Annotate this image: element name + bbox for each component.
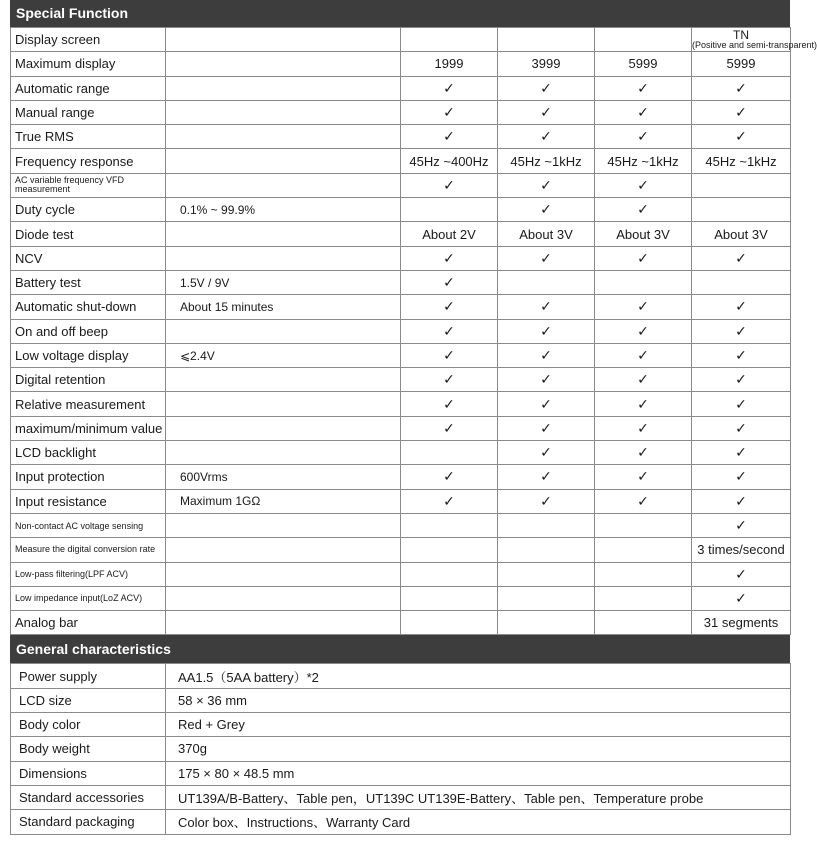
- check-icon: ✓: [595, 465, 692, 489]
- spec-cell: [401, 441, 498, 465]
- spec-value: [166, 611, 401, 635]
- check-icon: ✓: [498, 441, 595, 465]
- spec-label: Battery test: [11, 270, 166, 294]
- spec-cell: 45Hz ~400Hz: [401, 149, 498, 173]
- check-icon: ✓: [692, 76, 791, 100]
- spec-label: maximum/minimum value: [11, 416, 166, 440]
- spec-label: Digital retention: [11, 368, 166, 392]
- general-value: UT139A/B-Battery、Table pen，UT139C UT139E-Battery、Table pen、Temperature probe: [166, 785, 791, 809]
- spec-cell: 31 segments: [692, 611, 791, 635]
- check-icon: ✓: [692, 441, 791, 465]
- check-icon: ✓: [692, 392, 791, 416]
- check-icon: ✓: [595, 343, 692, 367]
- check-icon: ✓: [595, 76, 692, 100]
- check-icon: ✓: [692, 368, 791, 392]
- general-label: Power supply: [11, 664, 166, 688]
- spec-value: [166, 392, 401, 416]
- check-icon: ✓: [595, 173, 692, 197]
- spec-value: [166, 76, 401, 100]
- check-icon: ✓: [498, 100, 595, 124]
- display-type-cell: [692, 28, 817, 52]
- check-icon: ✓: [692, 343, 791, 367]
- spec-row: [11, 100, 791, 124]
- spec-row: [11, 513, 791, 537]
- spec-value: 1.5V / 9V: [166, 270, 401, 294]
- check-icon: ✓: [401, 465, 498, 489]
- spec-cell: [595, 513, 692, 537]
- spec-row: [11, 222, 791, 246]
- spec-cell: [401, 198, 498, 222]
- check-icon: ✓: [692, 125, 791, 149]
- check-icon: ✓: [692, 562, 791, 586]
- spec-cell: [401, 513, 498, 537]
- check-icon: ✓: [595, 368, 692, 392]
- spec-value: [166, 246, 401, 270]
- general-label: Body weight: [11, 737, 166, 761]
- spec-cell: [498, 28, 595, 52]
- check-icon: ✓: [498, 246, 595, 270]
- spec-cell: [401, 611, 498, 635]
- spec-label: Non-contact AC voltage sensing: [11, 513, 166, 537]
- spec-row: [11, 28, 791, 52]
- spec-label: Low impedance input(LoZ ACV): [11, 586, 166, 610]
- check-icon: ✓: [595, 246, 692, 270]
- spec-label: Frequency response: [11, 149, 166, 173]
- spec-cell: 1999: [401, 52, 498, 76]
- spec-label: Input resistance: [11, 489, 166, 513]
- check-icon: ✓: [595, 441, 692, 465]
- spec-row: [11, 586, 791, 610]
- check-icon: ✓: [498, 76, 595, 100]
- spec-cell: 45Hz ~1kHz: [498, 149, 595, 173]
- spec-cell: [595, 586, 692, 610]
- check-icon: ✓: [401, 76, 498, 100]
- spec-value: [166, 28, 401, 52]
- spec-value: Maximum 1GΩ: [166, 489, 401, 513]
- spec-label: Analog bar: [11, 611, 166, 635]
- spec-value: [166, 125, 401, 149]
- check-icon: ✓: [498, 295, 595, 319]
- spec-row: [11, 465, 791, 489]
- spec-cell: [595, 562, 692, 586]
- general-characteristics-header: General characteristics: [10, 635, 790, 663]
- check-icon: ✓: [692, 489, 791, 513]
- general-row: [11, 737, 791, 761]
- spec-row: [11, 198, 791, 222]
- general-value: AA1.5（5AA battery）*2: [166, 664, 791, 688]
- check-icon: ✓: [692, 513, 791, 537]
- spec-value: 0.1% ~ 99.9%: [166, 198, 401, 222]
- spec-value: [166, 416, 401, 440]
- check-icon: ✓: [498, 465, 595, 489]
- spec-cell: [498, 611, 595, 635]
- check-icon: ✓: [401, 100, 498, 124]
- spec-value: 600Vrms: [166, 465, 401, 489]
- general-label: Dimensions: [11, 761, 166, 785]
- spec-row: [11, 538, 791, 562]
- spec-row: [11, 149, 791, 173]
- check-icon: ✓: [692, 465, 791, 489]
- spec-cell: [595, 28, 692, 52]
- spec-cell: [692, 270, 791, 294]
- general-value: Color box、Instructions、Warranty Card: [166, 810, 791, 834]
- spec-row: [11, 295, 791, 319]
- spec-label: Diode test: [11, 222, 166, 246]
- spec-label: Low-pass filtering(LPF ACV): [11, 562, 166, 586]
- check-icon: ✓: [595, 489, 692, 513]
- spec-row: [11, 246, 791, 270]
- spec-label: LCD backlight: [11, 441, 166, 465]
- spec-label: Duty cycle: [11, 198, 166, 222]
- check-icon: ✓: [595, 392, 692, 416]
- spec-row: [11, 270, 791, 294]
- display-type: TN: [733, 28, 749, 43]
- check-icon: ✓: [401, 246, 498, 270]
- spec-cell: About 3V: [692, 222, 791, 246]
- general-label: Standard accessories: [11, 785, 166, 809]
- check-icon: ✓: [401, 270, 498, 294]
- check-icon: ✓: [692, 295, 791, 319]
- spec-row: [11, 416, 791, 440]
- spec-label: Automatic shut-down: [11, 295, 166, 319]
- spec-cell: About 3V: [595, 222, 692, 246]
- check-icon: ✓: [498, 343, 595, 367]
- spec-row: [11, 319, 791, 343]
- general-value: 58 × 36 mm: [166, 688, 791, 712]
- spec-cell: 5999: [692, 52, 791, 76]
- spec-label: NCV: [11, 246, 166, 270]
- spec-value: [166, 441, 401, 465]
- check-icon: ✓: [401, 343, 498, 367]
- spec-cell: 3 times/second: [692, 538, 791, 562]
- check-icon: ✓: [401, 368, 498, 392]
- spec-value: [166, 173, 401, 197]
- check-icon: ✓: [498, 489, 595, 513]
- special-function-header: Special Function: [10, 0, 790, 27]
- spec-row: [11, 489, 791, 513]
- check-icon: ✓: [498, 319, 595, 343]
- spec-sheet: [10, 0, 817, 835]
- spec-label: Manual range: [11, 100, 166, 124]
- check-icon: ✓: [401, 319, 498, 343]
- general-characteristics-table: [10, 663, 791, 834]
- check-icon: ✓: [595, 125, 692, 149]
- general-row: [11, 688, 791, 712]
- general-value: 370g: [166, 737, 791, 761]
- check-icon: ✓: [401, 392, 498, 416]
- check-icon: ✓: [498, 416, 595, 440]
- spec-row: [11, 125, 791, 149]
- general-label: LCD size: [11, 688, 166, 712]
- spec-row: [11, 76, 791, 100]
- general-row: [11, 761, 791, 785]
- check-icon: ✓: [595, 100, 692, 124]
- check-icon: ✓: [401, 173, 498, 197]
- spec-cell: 45Hz ~1kHz: [692, 149, 791, 173]
- spec-cell: [498, 538, 595, 562]
- spec-cell: [498, 562, 595, 586]
- check-icon: ✓: [401, 416, 498, 440]
- spec-cell: [595, 611, 692, 635]
- spec-value: [166, 319, 401, 343]
- spec-value: [166, 222, 401, 246]
- check-icon: ✓: [595, 319, 692, 343]
- spec-row: [11, 368, 791, 392]
- special-function-table: [10, 27, 817, 635]
- spec-cell: 5999: [595, 52, 692, 76]
- spec-label: Input protection: [11, 465, 166, 489]
- spec-value: ⩽2.4V: [166, 343, 401, 367]
- spec-value: [166, 52, 401, 76]
- general-value: 175 × 80 × 48.5 mm: [166, 761, 791, 785]
- check-icon: ✓: [595, 198, 692, 222]
- spec-cell: About 2V: [401, 222, 498, 246]
- check-icon: ✓: [692, 100, 791, 124]
- spec-cell: 3999: [498, 52, 595, 76]
- check-icon: ✓: [692, 416, 791, 440]
- spec-cell: About 3V: [498, 222, 595, 246]
- check-icon: ✓: [498, 392, 595, 416]
- spec-row: [11, 441, 791, 465]
- check-icon: ✓: [595, 416, 692, 440]
- check-icon: ✓: [401, 295, 498, 319]
- spec-cell: [498, 270, 595, 294]
- spec-cell: [401, 538, 498, 562]
- check-icon: ✓: [498, 125, 595, 149]
- check-icon: ✓: [401, 489, 498, 513]
- spec-label: Automatic range: [11, 76, 166, 100]
- check-icon: ✓: [498, 368, 595, 392]
- spec-value: [166, 586, 401, 610]
- general-value: Red + Grey: [166, 713, 791, 737]
- spec-cell: [401, 562, 498, 586]
- spec-cell: [401, 586, 498, 610]
- spec-value: [166, 538, 401, 562]
- check-icon: ✓: [692, 246, 791, 270]
- check-icon: ✓: [692, 586, 791, 610]
- spec-cell: [595, 538, 692, 562]
- spec-value: [166, 100, 401, 124]
- check-icon: ✓: [498, 173, 595, 197]
- spec-value: [166, 562, 401, 586]
- spec-row: [11, 173, 791, 197]
- general-label: Standard packaging: [11, 810, 166, 834]
- spec-row: [11, 343, 791, 367]
- general-row: [11, 664, 791, 688]
- check-icon: ✓: [595, 295, 692, 319]
- spec-value: [166, 368, 401, 392]
- spec-label: Measure the digital conversion rate: [11, 538, 166, 562]
- spec-value: [166, 513, 401, 537]
- spec-value: [166, 149, 401, 173]
- spec-label: Maximum display: [11, 52, 166, 76]
- check-icon: ✓: [692, 319, 791, 343]
- display-type-note: (Positive and semi-transparent): [692, 40, 817, 51]
- general-row: [11, 785, 791, 809]
- spec-cell: [692, 198, 791, 222]
- spec-value: About 15 minutes: [166, 295, 401, 319]
- spec-row: [11, 562, 791, 586]
- spec-row: [11, 52, 791, 76]
- check-icon: ✓: [401, 125, 498, 149]
- general-row: [11, 713, 791, 737]
- spec-row: [11, 611, 791, 635]
- spec-label: AC variable frequency VFD measurement: [11, 173, 166, 197]
- spec-label: True RMS: [11, 125, 166, 149]
- spec-cell: [692, 173, 791, 197]
- general-label: Body color: [11, 713, 166, 737]
- spec-label: On and off beep: [11, 319, 166, 343]
- spec-cell: [498, 513, 595, 537]
- spec-cell: [498, 586, 595, 610]
- spec-label: Relative measurement: [11, 392, 166, 416]
- spec-row: [11, 392, 791, 416]
- check-icon: ✓: [498, 198, 595, 222]
- spec-label: Low voltage display: [11, 343, 166, 367]
- spec-cell: [401, 28, 498, 52]
- general-row: [11, 810, 791, 834]
- spec-label: Display screen: [11, 28, 166, 52]
- spec-cell: [595, 270, 692, 294]
- spec-cell: 45Hz ~1kHz: [595, 149, 692, 173]
